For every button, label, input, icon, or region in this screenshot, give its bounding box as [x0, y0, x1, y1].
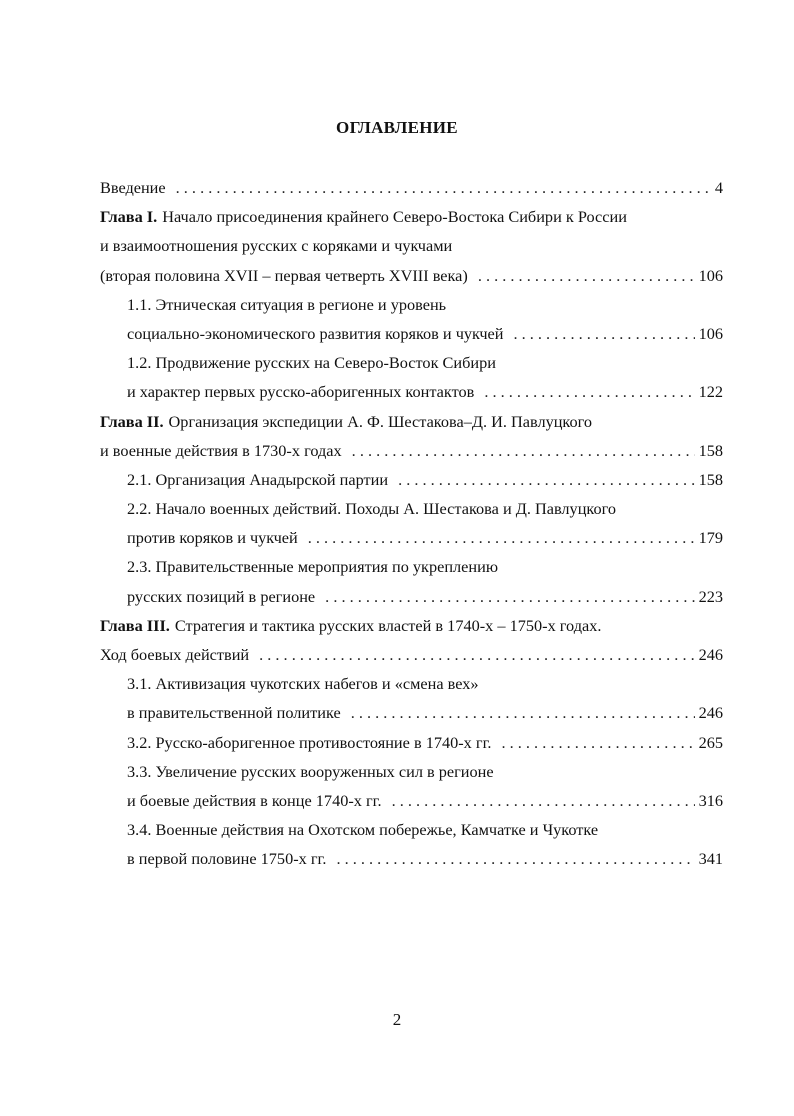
chapter-label: Глава III. [100, 615, 170, 635]
toc-page-number: 246 [698, 703, 723, 723]
leader-dots [308, 523, 695, 552]
toc-entry[interactable] [100, 728, 723, 757]
toc-entry[interactable] [100, 436, 723, 465]
leader-dots [501, 728, 694, 757]
toc-entry[interactable] [100, 669, 723, 698]
toc-entry[interactable] [100, 582, 723, 611]
toc-page-number: 246 [698, 645, 723, 664]
leader-dots [392, 786, 695, 815]
toc-entry-text: 3.4. Военные действия на Охотском побережье, Камчатке и Чукотке [127, 820, 599, 840]
toc-page-number: 265 [698, 732, 723, 752]
toc-entry[interactable] [100, 231, 723, 260]
toc-entry[interactable] [100, 202, 723, 231]
table-of-contents [100, 173, 723, 874]
toc-entry-text: 3.1. Активизация чукотских набегов и «смена вех» [127, 674, 479, 694]
toc-page-number: 122 [698, 382, 723, 402]
toc-entry-text: Начало присоединения крайнего Северо-Востока Сибири к России [162, 207, 627, 227]
toc-entry-text: Ход боевых действий [100, 645, 250, 664]
toc-page-number: 4 [714, 178, 723, 197]
toc-entry[interactable] [100, 786, 723, 815]
toc-entry-text: в правительственной политике [127, 703, 341, 723]
toc-entry[interactable] [100, 757, 723, 786]
toc-entry[interactable] [100, 465, 723, 494]
toc-entry-text: 3.3. Увеличение русских вооруженных сил в регионе [127, 761, 494, 781]
toc-entry[interactable] [100, 261, 723, 290]
leader-dots [259, 640, 694, 669]
toc-entry[interactable] [100, 319, 723, 348]
toc-entry[interactable] [100, 815, 723, 844]
chapter-label: Глава I. [100, 207, 158, 227]
toc-entry-text: русских позиций в регионе [127, 586, 316, 606]
toc-entry[interactable] [100, 494, 723, 523]
toc-page-number: 158 [698, 440, 723, 460]
toc-entry-text: (вторая половина XVII – первая четверть XVIII века) [100, 265, 468, 285]
toc-entry-text: 2.3. Правительственные мероприятия по укреплению [127, 557, 498, 577]
leader-dots [325, 582, 694, 611]
toc-entry-text: 2.1. Организация Анадырской партии [127, 469, 389, 489]
toc-entry-text: в первой половине 1750-х гг. [127, 849, 327, 869]
toc-entry[interactable] [100, 611, 723, 640]
toc-entry[interactable] [100, 173, 723, 202]
toc-entry[interactable] [100, 523, 723, 552]
leader-dots [176, 173, 711, 202]
page-number: 2 [392, 1010, 402, 1029]
toc-entry-text: 1.1. Этническая ситуация в регионе и уровень [127, 294, 447, 314]
leader-dots [398, 465, 695, 494]
toc-entry-text: и взаимоотношения русских с коряками и чукчами [100, 236, 453, 256]
toc-title: ОГЛАВЛЕНИЕ [336, 118, 458, 137]
toc-page-number: 179 [698, 528, 723, 548]
toc-entry-text: социально-экономического развития коряков и чукчей [127, 323, 504, 343]
toc-entry-text: против коряков и чукчей [127, 528, 298, 548]
toc-entry-text: Организация экспедиции А. Ф. Шестакова–Д. И. Павлуцкого [168, 411, 593, 431]
toc-entry-text: и боевые действия в конце 1740-х гг. [127, 790, 382, 810]
toc-entry-text: Стратегия и тактика русских властей в 1740-х – 1750-х годах. [174, 615, 602, 635]
toc-page-number: 316 [698, 790, 723, 810]
chapter-label: Глава II. [100, 411, 164, 431]
toc-entry[interactable] [100, 407, 723, 436]
leader-dots [336, 844, 694, 873]
toc-page-number: 341 [698, 849, 723, 869]
leader-dots [478, 261, 695, 290]
toc-entry-text: и характер первых русско-аборигенных контактов [127, 382, 475, 402]
leader-dots [484, 377, 694, 406]
toc-page-number: 106 [698, 323, 723, 343]
toc-entry[interactable] [100, 640, 723, 669]
toc-page-number: 158 [698, 469, 723, 489]
toc-entry[interactable] [100, 377, 723, 406]
toc-entry-text: 3.2. Русско-аборигенное противостояние в 1740-х гг. [127, 732, 492, 752]
toc-page-number: 106 [698, 265, 723, 285]
toc-entry[interactable] [100, 698, 723, 727]
toc-entry[interactable] [100, 348, 723, 377]
toc-page-number: 223 [698, 586, 723, 606]
leader-dots [352, 436, 695, 465]
leader-dots [513, 319, 694, 348]
toc-entry-text: Введение [100, 178, 166, 197]
toc-entry[interactable] [100, 844, 723, 873]
toc-entry-text: 1.2. Продвижение русских на Северо-Восток Сибири [127, 353, 496, 373]
leader-dots [351, 698, 695, 727]
toc-entry-text: 2.2. Начало военных действий. Походы А. Шестакова и Д. Павлуцкого [127, 499, 617, 519]
toc-entry[interactable] [100, 290, 723, 319]
toc-entry-text: и военные действия в 1730-х годах [100, 440, 342, 460]
toc-entry[interactable] [100, 552, 723, 581]
